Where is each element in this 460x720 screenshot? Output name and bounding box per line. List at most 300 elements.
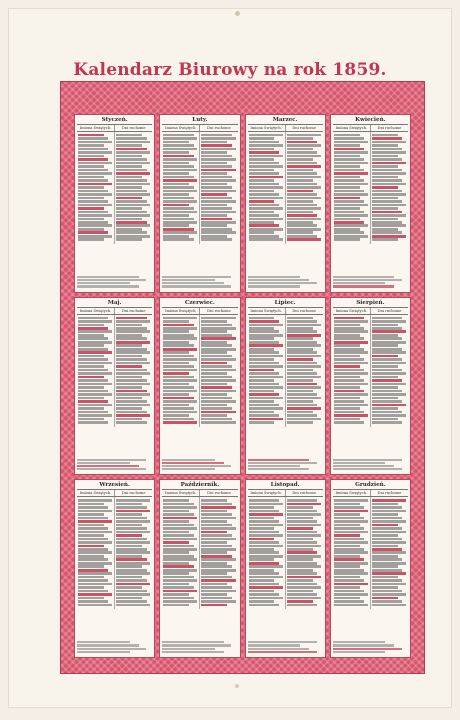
text-line xyxy=(372,400,402,403)
text-line xyxy=(201,224,227,227)
month-name: Kwiecień. xyxy=(355,117,386,123)
text-line xyxy=(201,172,227,175)
text-line xyxy=(334,513,360,516)
column-header-row xyxy=(77,489,152,497)
text-line xyxy=(249,593,279,596)
text-line xyxy=(116,186,142,189)
text-line xyxy=(334,503,360,506)
text-line xyxy=(201,179,235,182)
text-line xyxy=(116,520,150,523)
days-columns xyxy=(162,497,237,609)
text-line xyxy=(201,520,227,523)
days-column-left xyxy=(333,497,370,609)
text-line xyxy=(334,527,364,530)
text-line xyxy=(116,555,142,558)
text-line xyxy=(116,204,150,207)
text-line xyxy=(201,583,227,586)
days-column-right xyxy=(114,315,152,427)
text-line xyxy=(248,282,317,284)
text-line xyxy=(163,341,189,344)
text-line xyxy=(116,538,146,541)
text-line xyxy=(201,390,235,393)
text-line xyxy=(287,411,313,414)
text-line xyxy=(249,348,275,351)
text-line xyxy=(249,376,283,379)
text-line xyxy=(287,590,313,593)
text-line xyxy=(78,572,112,575)
text-line xyxy=(372,207,398,210)
text-line xyxy=(77,285,139,287)
text-line xyxy=(163,334,193,337)
text-line xyxy=(334,158,364,161)
text-line xyxy=(78,418,104,421)
month-name: Styczeń. xyxy=(101,117,128,123)
column-header-row xyxy=(77,124,152,132)
text-line xyxy=(372,200,402,203)
text-line xyxy=(78,348,108,351)
saints-column-header: Imiona Świętych. xyxy=(165,126,197,130)
text-line xyxy=(116,565,142,568)
text-line xyxy=(372,506,402,509)
text-line xyxy=(248,276,301,278)
text-line xyxy=(287,517,313,520)
moon-column-header: Dni ruchome xyxy=(114,125,152,131)
text-line xyxy=(78,555,104,558)
text-line xyxy=(334,330,368,333)
text-line xyxy=(249,186,283,189)
text-line xyxy=(116,197,142,200)
text-line xyxy=(163,538,197,541)
text-line xyxy=(287,510,317,513)
text-line xyxy=(333,285,395,287)
text-line xyxy=(116,499,150,502)
text-line xyxy=(116,414,150,417)
text-line xyxy=(78,421,108,424)
moon-phase-notes xyxy=(248,640,323,654)
text-line xyxy=(201,597,231,600)
text-line xyxy=(163,414,189,417)
text-line xyxy=(249,590,275,593)
text-line xyxy=(78,158,108,161)
text-line xyxy=(287,169,313,172)
text-line xyxy=(78,520,112,523)
text-line xyxy=(78,565,104,568)
text-line xyxy=(334,169,364,172)
text-line xyxy=(163,235,189,238)
text-line xyxy=(78,186,104,189)
text-line xyxy=(201,165,231,168)
moon-column-header: Dni ruchome xyxy=(285,308,323,314)
text-line xyxy=(78,390,108,393)
text-line xyxy=(334,593,368,596)
text-line xyxy=(334,341,368,344)
text-line xyxy=(163,411,197,414)
text-line xyxy=(249,576,283,579)
days-column-right xyxy=(370,497,408,609)
text-line xyxy=(287,190,313,193)
text-line xyxy=(78,604,112,607)
month-panel xyxy=(245,114,326,293)
saints-column-header: Imiona Świętych. xyxy=(335,308,368,313)
column-header-row xyxy=(248,124,323,132)
text-line xyxy=(287,569,313,572)
text-line xyxy=(116,513,142,516)
text-line xyxy=(249,558,275,561)
text-line xyxy=(372,390,402,393)
text-line xyxy=(249,207,283,210)
text-line xyxy=(372,376,398,379)
text-line xyxy=(249,548,275,551)
days-column-left xyxy=(162,132,199,244)
text-line xyxy=(287,334,321,337)
text-line xyxy=(287,369,313,372)
text-line xyxy=(287,404,317,407)
text-line xyxy=(334,214,368,217)
text-line xyxy=(334,351,368,354)
text-line xyxy=(163,407,193,410)
text-line xyxy=(249,604,279,607)
text-line xyxy=(334,221,364,224)
text-line xyxy=(372,386,398,389)
text-line xyxy=(163,565,193,568)
text-line xyxy=(372,235,406,238)
text-line xyxy=(163,207,193,210)
days-columns xyxy=(248,315,323,427)
text-line xyxy=(249,545,283,548)
text-line xyxy=(372,155,398,158)
text-line xyxy=(287,358,313,361)
text-line xyxy=(201,576,231,579)
days-columns xyxy=(333,315,408,427)
text-line xyxy=(78,376,104,379)
text-line xyxy=(372,137,402,140)
text-line xyxy=(372,531,406,534)
month-name: Listopad. xyxy=(270,482,300,489)
text-line xyxy=(334,362,368,365)
text-line xyxy=(78,197,104,200)
text-line xyxy=(287,165,321,168)
text-line xyxy=(77,648,146,650)
text-line xyxy=(287,162,317,165)
text-line xyxy=(287,583,317,586)
text-line xyxy=(287,600,313,603)
month-panel xyxy=(330,114,411,293)
text-line xyxy=(333,276,395,278)
text-line xyxy=(201,572,227,575)
text-line xyxy=(372,517,402,520)
text-line xyxy=(116,179,146,182)
text-line xyxy=(372,597,398,600)
column-header-row xyxy=(333,489,408,497)
text-line xyxy=(78,320,112,323)
text-line xyxy=(372,558,402,561)
text-line xyxy=(116,400,146,403)
moon-column-header: Dni ruchome xyxy=(114,490,152,496)
text-line xyxy=(201,397,231,400)
text-line xyxy=(287,134,321,137)
text-line xyxy=(287,362,317,365)
text-line xyxy=(249,524,283,527)
text-line xyxy=(163,513,193,516)
text-line xyxy=(116,421,146,424)
text-line xyxy=(287,224,317,227)
text-line xyxy=(287,348,313,351)
text-line xyxy=(249,320,279,323)
text-line xyxy=(116,510,150,513)
month-name: Wrzesień. xyxy=(99,482,130,489)
text-line xyxy=(78,365,104,368)
text-line xyxy=(163,348,197,351)
text-line xyxy=(78,221,108,224)
moon-phase-notes xyxy=(77,640,152,654)
text-line xyxy=(163,183,189,186)
text-line xyxy=(334,407,360,410)
text-line xyxy=(287,503,321,506)
text-line xyxy=(163,238,193,241)
text-line xyxy=(78,590,108,593)
text-line xyxy=(372,393,406,396)
text-line xyxy=(249,224,279,227)
text-line xyxy=(78,407,104,410)
text-line xyxy=(116,218,142,221)
text-line xyxy=(163,579,197,582)
text-line xyxy=(116,503,142,506)
text-line xyxy=(287,576,321,579)
text-line xyxy=(78,586,104,589)
text-line xyxy=(249,155,283,158)
text-line xyxy=(163,218,193,221)
text-line xyxy=(201,545,231,548)
text-line xyxy=(372,551,406,554)
text-line xyxy=(287,344,321,347)
text-line xyxy=(163,524,193,527)
text-line xyxy=(249,351,279,354)
days-columns xyxy=(162,315,237,427)
days-column-right xyxy=(114,497,152,609)
text-line xyxy=(334,337,364,340)
text-line xyxy=(287,506,313,509)
text-line xyxy=(372,344,398,347)
text-line xyxy=(334,541,368,544)
text-line xyxy=(287,597,321,600)
text-line xyxy=(201,162,227,165)
days-columns xyxy=(248,497,323,609)
column-header-row xyxy=(162,489,237,497)
text-line xyxy=(116,134,142,137)
text-line xyxy=(287,421,313,424)
text-line xyxy=(78,506,108,509)
text-line xyxy=(287,414,317,417)
text-line xyxy=(287,524,321,527)
text-line xyxy=(372,141,406,144)
text-line xyxy=(162,282,224,284)
saints-column-header: Imiona Świętych. xyxy=(79,126,112,130)
text-line xyxy=(248,462,317,464)
text-line xyxy=(116,572,150,575)
text-line xyxy=(163,404,189,407)
text-line xyxy=(116,531,150,534)
moon-phase-notes xyxy=(162,275,237,289)
text-line xyxy=(287,534,321,537)
text-line xyxy=(334,358,364,361)
text-line xyxy=(116,534,142,537)
text-line xyxy=(163,545,193,548)
text-line xyxy=(78,155,104,158)
text-line xyxy=(163,397,193,400)
text-line xyxy=(287,204,317,207)
text-line xyxy=(287,393,317,396)
text-line xyxy=(116,551,150,554)
text-line xyxy=(78,517,108,520)
text-line xyxy=(201,231,235,234)
text-line xyxy=(163,562,189,565)
text-line xyxy=(249,144,283,147)
text-line xyxy=(287,317,313,320)
moon-column-header: Dni ruchome xyxy=(199,490,237,496)
text-line xyxy=(201,499,227,502)
text-line xyxy=(287,183,317,186)
text-line xyxy=(333,279,402,281)
text-line xyxy=(249,362,279,365)
text-line xyxy=(78,351,112,354)
text-line xyxy=(201,558,235,561)
text-line xyxy=(334,365,360,368)
text-line xyxy=(201,141,227,144)
text-line xyxy=(334,534,360,537)
moon-phase-notes xyxy=(77,275,152,289)
text-line xyxy=(372,527,402,530)
text-line xyxy=(201,190,235,193)
text-line xyxy=(116,379,146,382)
text-line xyxy=(249,214,279,217)
text-line xyxy=(372,197,398,200)
text-line xyxy=(116,590,146,593)
text-line xyxy=(201,186,231,189)
text-line xyxy=(201,158,235,161)
text-line xyxy=(372,176,398,179)
text-line xyxy=(287,513,321,516)
text-line xyxy=(372,228,398,231)
text-line xyxy=(163,418,193,421)
text-line xyxy=(116,579,146,582)
text-line xyxy=(201,548,235,551)
text-line xyxy=(372,534,398,537)
text-line xyxy=(201,324,231,327)
text-line xyxy=(372,148,402,151)
text-line xyxy=(163,576,193,579)
text-line xyxy=(372,418,398,421)
text-line xyxy=(249,334,283,337)
text-line xyxy=(249,179,275,182)
text-line xyxy=(334,604,368,607)
text-line xyxy=(116,393,150,396)
days-column-left xyxy=(333,315,370,427)
days-column-left xyxy=(248,497,285,609)
text-line xyxy=(77,468,146,470)
text-line xyxy=(372,169,402,172)
text-line xyxy=(249,176,283,179)
text-line xyxy=(116,541,150,544)
text-line xyxy=(287,386,321,389)
text-line xyxy=(334,134,360,137)
text-line xyxy=(249,148,275,151)
text-line xyxy=(372,320,406,323)
text-line xyxy=(116,324,142,327)
text-line xyxy=(334,579,364,582)
text-line xyxy=(372,604,406,607)
text-line xyxy=(201,383,227,386)
text-line xyxy=(78,362,112,365)
text-line xyxy=(334,562,368,565)
text-line xyxy=(116,411,146,414)
text-line xyxy=(372,590,402,593)
text-line xyxy=(78,369,108,372)
text-line xyxy=(163,337,197,340)
text-line xyxy=(201,204,227,207)
text-line xyxy=(116,337,146,340)
pin-hole xyxy=(235,684,239,688)
text-line xyxy=(334,548,364,551)
text-line xyxy=(163,365,193,368)
text-line xyxy=(78,513,104,516)
text-line xyxy=(163,186,193,189)
text-line xyxy=(163,344,193,347)
text-line xyxy=(372,513,398,516)
text-line xyxy=(78,531,112,534)
days-column-left xyxy=(162,497,199,609)
text-line xyxy=(334,499,368,502)
text-line xyxy=(249,551,279,554)
text-line xyxy=(116,155,142,158)
text-line xyxy=(372,520,406,523)
text-line xyxy=(372,524,398,527)
text-line xyxy=(287,211,313,214)
text-line xyxy=(78,330,112,333)
text-line xyxy=(116,365,142,368)
text-line xyxy=(162,279,215,281)
text-line xyxy=(287,324,321,327)
days-column-right xyxy=(114,132,152,244)
text-line xyxy=(78,235,112,238)
text-line xyxy=(163,527,197,530)
text-line xyxy=(334,390,364,393)
text-line xyxy=(249,400,275,403)
text-line xyxy=(334,183,368,186)
text-line xyxy=(78,527,108,530)
text-line xyxy=(249,386,283,389)
text-line xyxy=(334,238,360,241)
month-name: Czerwiec. xyxy=(184,299,215,306)
days-column-right xyxy=(285,497,323,609)
text-line xyxy=(201,579,235,582)
text-line xyxy=(334,197,360,200)
text-line xyxy=(287,193,317,196)
text-line xyxy=(78,218,104,221)
days-column-left xyxy=(248,132,285,244)
text-line xyxy=(201,330,227,333)
text-line xyxy=(248,279,310,281)
text-line xyxy=(249,369,275,372)
text-line xyxy=(78,414,112,417)
text-line xyxy=(287,372,317,375)
text-line xyxy=(201,337,235,340)
text-line xyxy=(78,144,104,147)
month-name: Marzec. xyxy=(272,117,298,123)
text-line xyxy=(334,510,368,513)
text-line xyxy=(249,317,275,320)
text-line xyxy=(116,317,146,320)
text-line xyxy=(163,393,189,396)
